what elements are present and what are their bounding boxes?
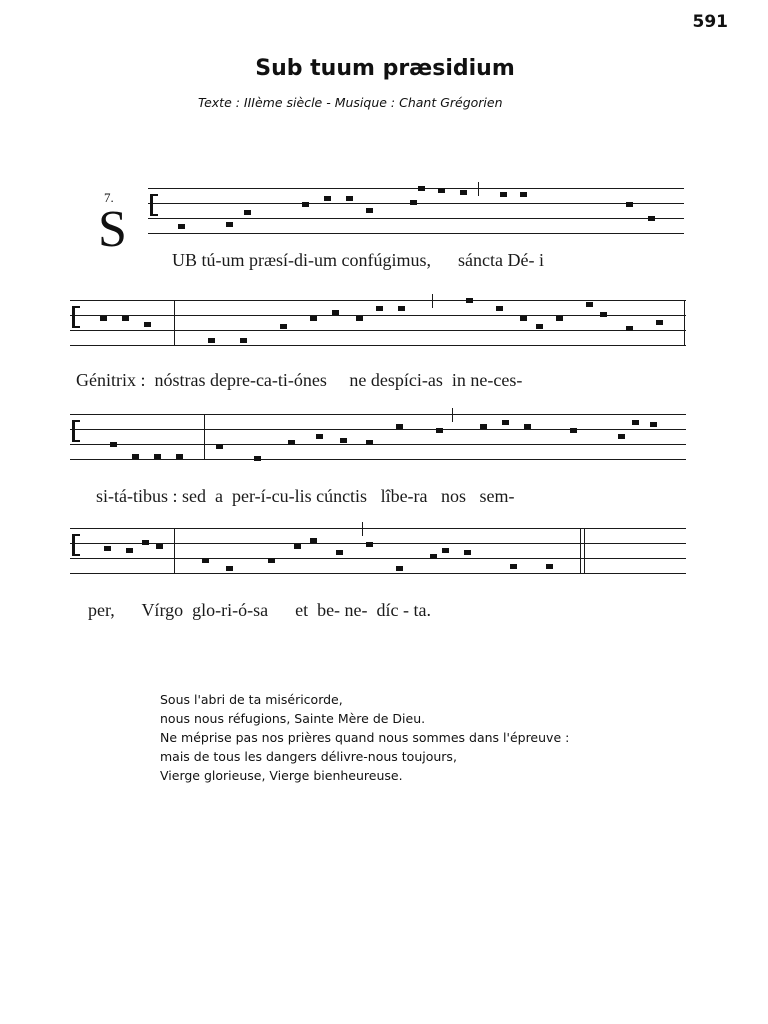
neume [240,338,247,343]
page-title: Sub tuum præsidium [255,56,515,81]
neume [336,550,343,555]
neume [254,456,261,461]
neume [626,326,633,331]
translation-line: nous nous réfugions, Sainte Mère de Dieu. [160,711,426,726]
neume [650,422,657,427]
neume [226,566,233,571]
neume [332,310,339,315]
neume [288,440,295,445]
neume [510,564,517,569]
neume [104,546,111,551]
neume [366,542,373,547]
neume [316,434,323,439]
translation-line: mais de tous les dangers délivre-nous toujours, [160,749,457,764]
neume [244,210,251,215]
neume [142,540,149,545]
neume [226,222,233,227]
neume [110,442,117,447]
neume [376,306,383,311]
neume [436,428,443,433]
neume [346,196,353,201]
neume [460,190,467,195]
lyrics-line-2: Génitrix : nóstras depre-ca-ti-ónes ne despíci-as in ne-ces- [76,370,523,390]
staff-system-3 [70,414,686,462]
neume [268,558,275,563]
neume [430,554,437,559]
neume [202,558,209,563]
neume [100,316,107,321]
neume [466,298,473,303]
neume [216,444,223,449]
neume [648,216,655,221]
neume [502,420,509,425]
do-clef-icon [72,420,80,442]
neume [586,302,593,307]
neume [398,306,405,311]
do-clef-icon [150,194,158,216]
page-number: 591 [692,12,728,32]
neume [396,566,403,571]
neume [556,316,563,321]
chant-initial: S [98,201,127,258]
lyrics-line-1: UB tú-um præsí-di-um confúgimus, sáncta Dé- i [172,250,544,270]
translation-line: Vierge glorieuse, Vierge bienheureuse. [160,768,403,783]
lyrics-line-4: per, Vírgo glo-ri-ó-sa et be- ne- díc - ta. [88,600,432,620]
chant-number: 7. [104,190,114,205]
neume [618,434,625,439]
neume [366,208,373,213]
neume [442,548,449,553]
staff-system-4 [70,528,686,576]
neume [144,322,151,327]
neume [156,544,163,549]
neume [536,324,543,329]
translation-line: Sous l'abri de ta miséricorde, [160,692,343,707]
neume [176,454,183,459]
neume [302,202,309,207]
neume [480,424,487,429]
neume [126,548,133,553]
staff-system-2 [70,300,686,348]
neume [208,338,215,343]
neume [524,424,531,429]
neume [340,438,347,443]
do-clef-icon [72,534,80,556]
neume [464,550,471,555]
neume [570,428,577,433]
neume [418,186,425,191]
subtitle: Texte : IIIème siècle - Musique : Chant Grégorien [198,95,503,110]
do-clef-icon [72,306,80,328]
neume [178,224,185,229]
neume [132,454,139,459]
neume [396,424,403,429]
neume [280,324,287,329]
staff-system-1 [148,188,684,236]
neume [324,196,331,201]
neume [520,316,527,321]
neume [294,544,301,549]
neume [366,440,373,445]
neume [632,420,639,425]
neume [410,200,417,205]
neume [154,454,161,459]
neume [500,192,507,197]
neume [626,202,633,207]
french-translation [160,690,569,785]
neume [546,564,553,569]
neume [656,320,663,325]
neume [438,188,445,193]
lyrics-line-3: si-tá-tibus : sed a per-í-cu-lis cúnctis lîbe-ra nos sem- [96,486,515,506]
neume [600,312,607,317]
neume [310,538,317,543]
neume [122,316,129,321]
translation-line: Ne méprise pas nos prières quand nous sommes dans l'épreuve : [160,730,570,745]
neume [356,316,363,321]
neume [310,316,317,321]
neume [520,192,527,197]
neume [496,306,503,311]
